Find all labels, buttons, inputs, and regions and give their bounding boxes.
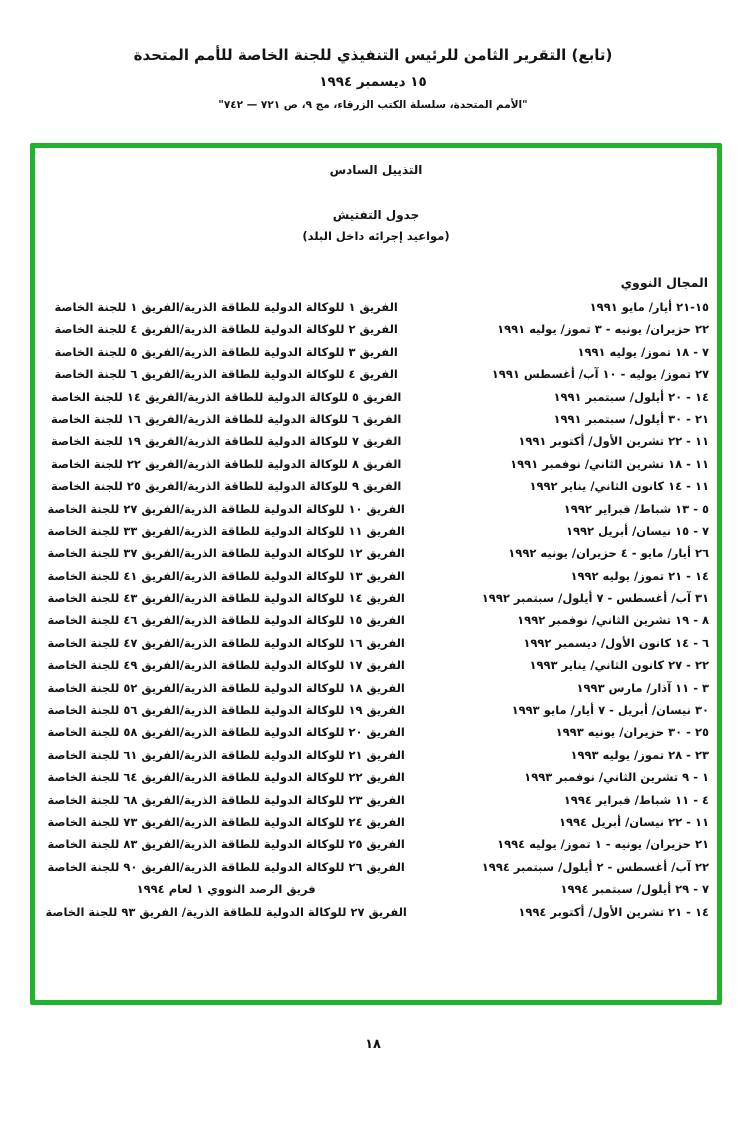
document-title: (تابع) التقرير الثامن للرئيس التنفيذي للجنة الخاصة للأمم المتحدة [133,46,613,64]
annotation-box [30,143,722,1005]
inspection-date: ٧ - ٢٩ أيلول/ سبتمبر ١٩٩٤ [560,882,709,897]
team-designation: الفريق ١٥ للوكالة الدولية للطاقة الذرية/الفريق ٤٦ للجنة الخاصة [47,613,405,628]
team-designation: الفريق ٣ للوكالة الدولية للطاقة الذرية/الفريق ٥ للجنة الخاصة [54,344,398,359]
table-row [43,430,709,452]
table-row [43,721,709,743]
table-row [43,632,709,654]
inspection-date: ٢٣ - ٢٨ تموز/ يوليه ١٩٩٣ [570,747,709,762]
inspection-date: ١١ - ١٨ تشرين الثاني/ نوفمبر ١٩٩١ [510,456,709,471]
page-footer [0,1037,746,1052]
team-designation: الفريق ١٦ للوكالة الدولية للطاقة الذرية/الفريق ٤٧ للجنة الخاصة [47,635,405,650]
inspection-date: ٢٢ حزيران/ يونيه - ٣ تموز/ يوليه ١٩٩١ [497,322,709,337]
table-row [43,475,709,497]
table-row [43,341,709,363]
team-designation: الفريق ٢١ للوكالة الدولية للطاقة الذرية/الفريق ٦١ للجنة الخاصة [47,747,405,762]
document-header [0,46,746,111]
inspection-date: ١٤ - ٢١ تشرين الأول/ أكتوبر ١٩٩٤ [518,904,709,919]
team-designation: الفريق ٢٢ للوكالة الدولية للطاقة الذرية/الفريق ٦٤ للجنة الخاصة [47,770,405,785]
inspection-date: ٣٠ نيسان/ أبريل - ٧ أيار/ مايو ١٩٩٣ [511,703,709,718]
inspection-date: ٢١ - ٣٠ أيلول/ سبتمبر ١٩٩١ [553,411,709,426]
table-row [43,498,709,520]
team-designation: الفريق ٢ للوكالة الدولية للطاقة الذرية/الفريق ٤ للجنة الخاصة [54,322,398,337]
inspection-date: ٢٧ تموز/ يوليه - ١٠ آب/ أغسطس ١٩٩١ [491,367,709,382]
appendix-title: التذييل السادس [329,163,423,177]
team-designation: الفريق ٤ للوكالة الدولية للطاقة الذرية/الفريق ٦ للجنة الخاصة [54,367,398,382]
inspection-date: ٥ - ١٣ شباط/ فبراير ١٩٩٢ [563,501,709,516]
document-source-citation: "الأمم المتحدة، سلسلة الكتب الزرقاء، مج ٩، ص ٧٢١ — ٧٤٢" [218,99,528,111]
inspection-date: ٧ - ١٥ نيسان/ أبريل ١٩٩٢ [566,523,709,538]
team-designation: الفريق ٢٠ للوكالة الدولية للطاقة الذرية/الفريق ٥٨ للجنة الخاصة [47,725,405,740]
table-row [43,386,709,408]
inspection-date: ١١ - ٢٢ نيسان/ أبريل ١٩٩٤ [558,814,709,829]
team-designation: الفريق ٨ للوكالة الدولية للطاقة الذرية/الفريق ٢٢ للجنة الخاصة [50,456,402,471]
table-title: جدول التفتيش [332,208,420,222]
inspection-date: ٢٢ آب/ أغسطس - ٢ أيلول/ سبتمبر ١٩٩٤ [481,859,709,874]
page-number: ١٨ [365,1037,381,1052]
team-designation: الفريق ٧ للوكالة الدولية للطاقة الذرية/الفريق ١٩ للجنة الخاصة [50,434,402,449]
team-designation: الفريق ٢٧ للوكالة الدولية للطاقة الذرية/ الفريق ٩٣ للجنة الخاصة [45,904,407,919]
team-designation: الفريق ١ للوكالة الدولية للطاقة الذرية/الفريق ١ للجنة الخاصة [54,300,398,314]
inspection-date: ٣١ آب/ أغسطس - ٧ أيلول/ سبتمبر ١٩٩٢ [481,591,709,606]
table-subtitle: (مواعيد إجرائه داخل البلد) [302,229,450,243]
inspection-date: ١١ - ٢٢ تشرين الأول/ أكتوبر ١٩٩١ [518,434,709,449]
team-designation: الفريق ١٣ للوكالة الدولية للطاقة الذرية/الفريق ٤١ للجنة الخاصة [47,568,405,583]
table-row [43,318,709,340]
team-designation: الفريق ١٨ للوكالة الدولية للطاقة الذرية/الفريق ٥٢ للجنة الخاصة [47,680,405,695]
table-row [43,565,709,587]
table-row [43,520,709,542]
inspection-date: ٧ - ١٨ تموز/ يوليه ١٩٩١ [577,344,709,359]
table-row [43,296,709,318]
table-row [43,901,709,923]
inspection-date: ١٤ - ٢١ تموز/ يوليه ١٩٩٢ [570,568,709,583]
table-row [43,789,709,811]
table-row [43,856,709,878]
table-row [43,363,709,385]
team-designation: الفريق ١٧ للوكالة الدولية للطاقة الذرية/الفريق ٤٩ للجنة الخاصة [47,658,405,673]
inspection-date: ٤ - ١١ شباط/ فبراير ١٩٩٤ [563,792,709,807]
table-row [43,766,709,788]
table-row [43,677,709,699]
inspection-date: ٢٢ - ٢٧ كانون الثاني/ يناير ١٩٩٣ [529,658,709,673]
table-row [43,699,709,721]
inspection-date: ١١ - ١٤ كانون الثاني/ يناير ١٩٩٢ [529,479,709,494]
table-row [43,408,709,430]
inspection-date: ٢٦ أيار/ مايو - ٤ حزيران/ يونيه ١٩٩٢ [508,546,709,561]
team-designation: الفريق ١٢ للوكالة الدولية للطاقة الذرية/الفريق ٣٧ للجنة الخاصة [47,546,405,561]
team-designation: الفريق ٢٤ للوكالة الدولية للطاقة الذرية/الفريق ٧٣ للجنة الخاصة [47,814,405,829]
section-header-nuclear: المجال النووي [620,275,708,290]
document-date: ١٥ ديسمبر ١٩٩٤ [319,74,427,90]
table-row [43,811,709,833]
table-row [43,878,709,900]
inspection-date: ٢١ حزيران/ يونيه - ١ تموز/ يوليه ١٩٩٤ [497,837,709,852]
team-designation: الفريق ١٠ للوكالة الدولية للطاقة الذرية/الفريق ٢٧ للجنة الخاصة [47,501,405,516]
inspection-date: ٦ - ١٤ كانون الأول/ ديسمبر ١٩٩٢ [523,635,709,650]
table-row [43,654,709,676]
team-designation: فريق الرصد النووي ١ لعام ١٩٩٤ [136,882,316,897]
table-row [43,833,709,855]
team-designation: الفريق ٢٣ للوكالة الدولية للطاقة الذرية/الفريق ٦٨ للجنة الخاصة [47,792,405,807]
team-designation: الفريق ١٤ للوكالة الدولية للطاقة الذرية/الفريق ٤٣ للجنة الخاصة [47,591,405,606]
team-designation: الفريق ٢٥ للوكالة الدولية للطاقة الذرية/الفريق ٨٣ للجنة الخاصة [47,837,405,852]
inspection-date: ٢٥ - ٣٠ حزيران/ يونيه ١٩٩٣ [555,725,709,740]
inspection-date: ١٤ - ٢٠ أيلول/ سبتمبر ١٩٩١ [553,389,709,404]
table-row [43,587,709,609]
table-row [43,744,709,766]
table-row [43,609,709,631]
team-designation: الفريق ٢٦ للوكالة الدولية للطاقة الذرية/الفريق ٩٠ للجنة الخاصة [47,859,405,874]
inspection-table [35,296,717,923]
inspection-date: ٣ - ١١ آذار/ مارس ١٩٩٣ [576,680,709,695]
table-row [43,453,709,475]
table-row [43,542,709,564]
team-designation: الفريق ١٩ للوكالة الدولية للطاقة الذرية/الفريق ٥٦ للجنة الخاصة [47,703,405,718]
inspection-date: ١٥-٢١ أيار/ مايو ١٩٩١ [589,300,709,314]
team-designation: الفريق ٥ للوكالة الدولية للطاقة الذرية/الفريق ١٤ للجنة الخاصة [50,389,402,404]
team-designation: الفريق ٦ للوكالة الدولية للطاقة الذرية/الفريق ١٦ للجنة الخاصة [50,411,402,426]
team-designation: الفريق ١١ للوكالة الدولية للطاقة الذرية/الفريق ٣٣ للجنة الخاصة [47,523,405,538]
inspection-date: ٨ - ١٩ تشرين الثاني/ نوفمبر ١٩٩٢ [517,613,709,628]
inspection-date: ١ - ٩ تشرين الثاني/ نوفمبر ١٩٩٣ [524,770,709,785]
team-designation: الفريق ٩ للوكالة الدولية للطاقة الذرية/الفريق ٢٥ للجنة الخاصة [50,479,402,494]
